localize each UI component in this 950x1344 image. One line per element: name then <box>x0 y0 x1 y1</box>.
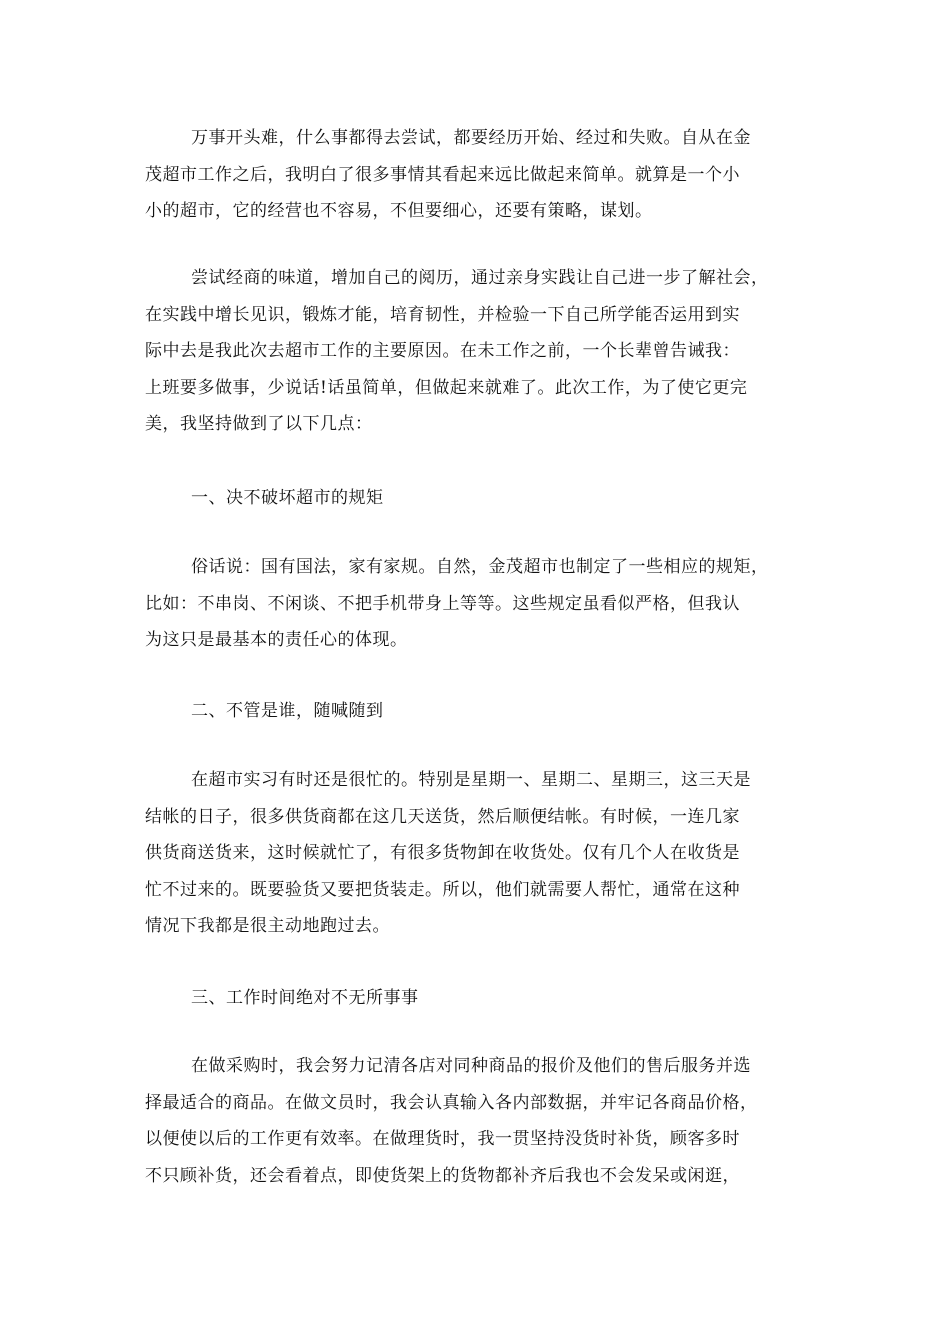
section-heading: 二、不管是谁，随喊随到 <box>191 701 384 721</box>
paragraph-line: 以便使以后的工作更有效率。在做理货时，我一贯坚持没货时补货，顾客多时 <box>145 1129 740 1149</box>
section-heading-1 <box>145 480 805 517</box>
busy-days-paragraph <box>145 762 805 945</box>
paragraph-line: 际中去是我此次去超市工作的主要原因。在未工作之前，一个长辈曾告诫我： <box>145 341 740 361</box>
paragraph-line: 在做采购时，我会努力记清各店对同种商品的报价及他们的售后服务并选 <box>191 1056 751 1076</box>
paragraph-line: 供货商送货来，这时候就忙了，有很多货物卸在收货处。仅有几个人在收货是 <box>145 843 740 863</box>
paragraph-line: 在超市实习有时还是很忙的。特别是星期一、星期二、星期三，这三天是 <box>191 770 751 790</box>
motivation-paragraph <box>145 260 805 443</box>
paragraph-line: 小的超市，它的经营也不容易，不但要细心，还要有策略，谋划。 <box>145 201 653 221</box>
section-heading: 一、决不破坏超市的规矩 <box>191 488 384 508</box>
paragraph-line: 情况下我都是很主动地跑过去。 <box>145 916 390 936</box>
paragraph-line: 在实践中增长见识，锻炼才能，培育韧性，并检验一下自己所学能否运用到实 <box>145 304 740 325</box>
paragraph-line: 为这只是最基本的责任心的体现。 <box>145 630 408 650</box>
paragraph-line: 择最适合的商品。在做文员时，我会认真输入各内部数据，并牢记各商品价格， <box>145 1092 758 1113</box>
paragraph-line: 比如：不串岗、不闲谈、不把手机带身上等等。这些规定虽看似严格，但我认 <box>145 593 740 614</box>
intro-paragraph <box>145 120 805 230</box>
paragraph-line: 结帐的日子，很多供货商都在这几天送货，然后顺便结帐。有时候，一连几家 <box>145 806 740 827</box>
paragraph-line: 茂超市工作之后，我明白了很多事情其看起来远比做起来简单。就算是一个小 <box>145 164 740 185</box>
work-time-paragraph <box>145 1048 805 1194</box>
paragraph-line: 美，我坚持做到了以下几点： <box>145 414 373 434</box>
section-heading: 三、工作时间绝对不无所事事 <box>191 988 419 1008</box>
rules-paragraph <box>145 549 805 659</box>
paragraph-line: 上班要多做事，少说话!话虽简单，但做起来就难了。此次工作，为了使它更完 <box>145 377 748 398</box>
paragraph-line: 尝试经商的味道，增加自己的阅历，通过亲身实践让自己进一步了解社会， <box>191 268 769 288</box>
paragraph-line: 万事开头难，什么事都得去尝试，都要经历开始、经过和失败。自从在金 <box>191 128 751 148</box>
section-heading-3 <box>145 980 805 1017</box>
paragraph-line: 忙不过来的。既要验货又要把货装走。所以，他们就需要人帮忙，通常在这种 <box>145 879 740 900</box>
paragraph-line: 不只顾补货，还会看着点，即使货架上的货物都补齐后我也不会发呆或闲逛， <box>145 1165 740 1186</box>
section-heading-2 <box>145 693 805 730</box>
paragraph-line: 俗话说：国有国法，家有家规。自然，金茂超市也制定了一些相应的规矩， <box>191 557 769 577</box>
